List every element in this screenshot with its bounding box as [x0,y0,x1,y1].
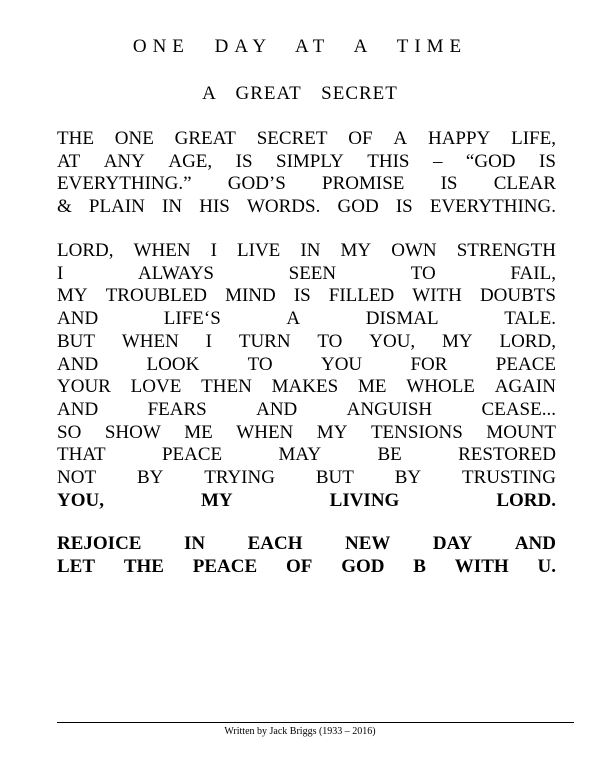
poem-line: I ALWAYS SEEN TO FAIL, [57,263,556,284]
footer-divider [57,722,574,723]
poem-line: AND LIFE‘S A DISMAL TALE. [57,308,556,329]
poem-line: YOU, MY LIVING LORD. [57,490,556,511]
poem-line: AND FEARS AND ANGUISH CEASE... [57,399,556,420]
poem-line: AND LOOK TO YOU FOR PEACE [57,354,556,375]
poem-line: MY TROUBLED MIND IS FILLED WITH DOUBTS [57,285,556,306]
poem-line: THE ONE GREAT SECRET OF A HAPPY LIFE, [57,128,556,149]
author-credit: Written by Jack Briggs (1933 – 2016) [224,726,376,737]
poem-line: SO SHOW ME WHEN MY TENSIONS MOUNT [57,422,556,443]
poem-line: LORD, WHEN I LIVE IN MY OWN STRENGTH [57,240,556,261]
poem-line: & PLAIN IN HIS WORDS. GOD IS EVERYTHING. [57,196,556,217]
poem-line: BUT WHEN I TURN TO YOU, MY LORD, [57,331,556,352]
page-title: ONE DAY AT A TIME [132,36,468,57]
page-subtitle: A GREAT SECRET [202,83,398,104]
poem-line: REJOICE IN EACH NEW DAY AND [57,533,556,554]
poem-line: YOUR LOVE THEN MAKES ME WHOLE AGAIN [57,376,556,397]
poem-line: AT ANY AGE, IS SIMPLY THIS – “GOD IS [57,151,556,172]
poem-line: EVERYTHING.” GOD’S PROMISE IS CLEAR [57,173,556,194]
poem-line: THAT PEACE MAY BE RESTORED [57,444,556,465]
poem-line: NOT BY TRYING BUT BY TRUSTING [57,467,556,488]
poem-line: LET THE PEACE OF GOD B WITH U. [57,556,556,577]
